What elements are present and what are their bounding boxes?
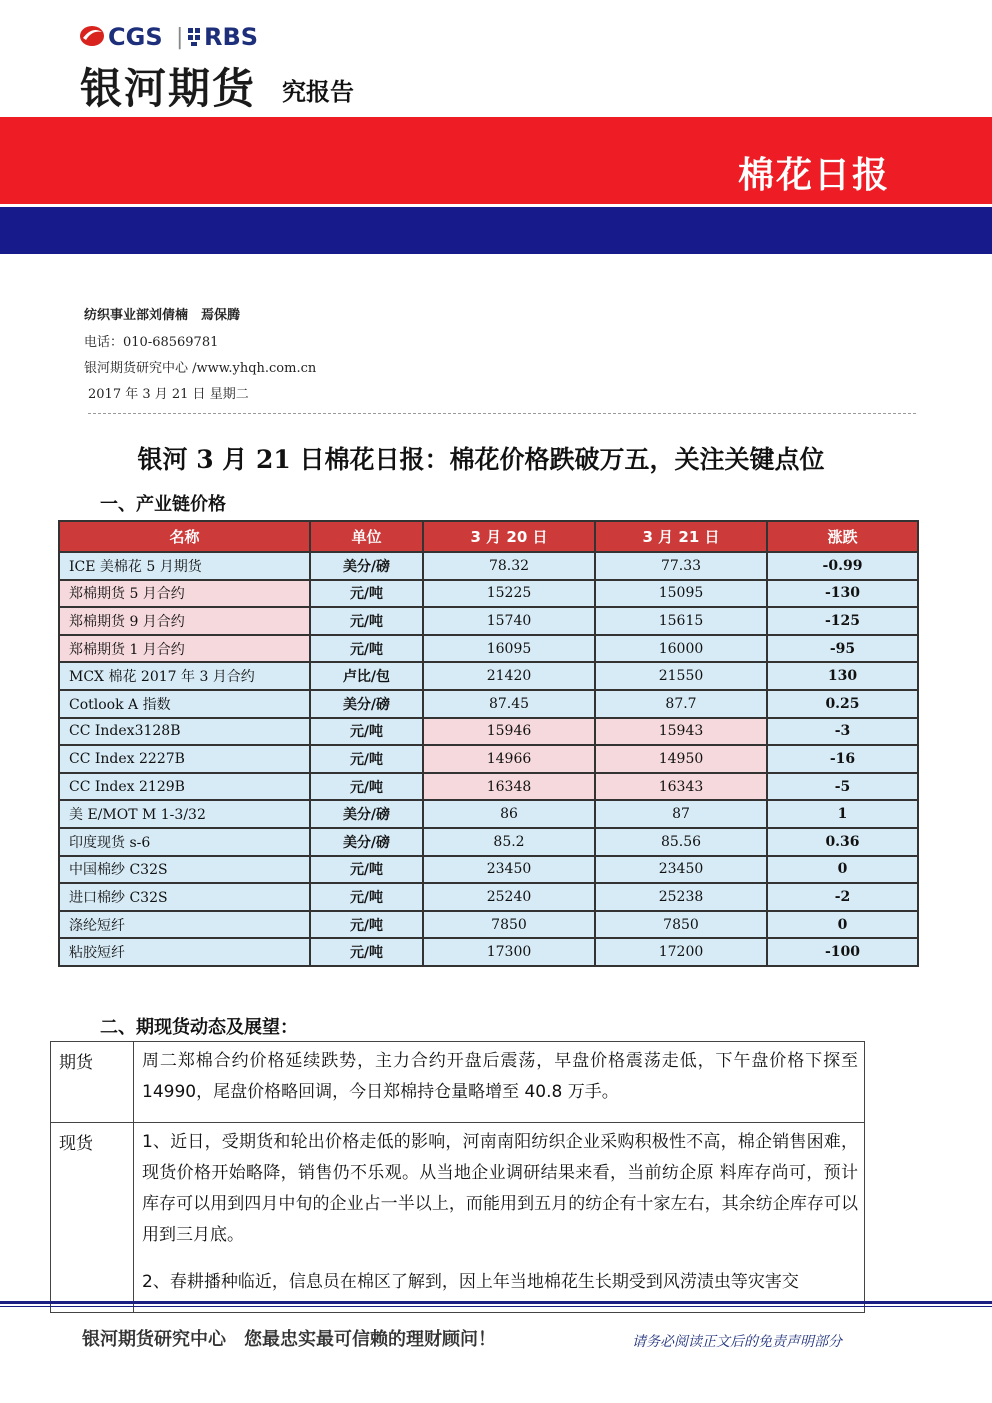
table-row bbox=[59, 690, 918, 718]
cell-mar20: 7850 bbox=[423, 911, 595, 939]
footer-rule bbox=[0, 1301, 992, 1304]
table-row bbox=[59, 580, 918, 608]
cell-mar20: 25240 bbox=[423, 883, 595, 911]
cell-mar21: 16343 bbox=[595, 773, 767, 801]
cell-name: 郑棉期货 9 月合约 bbox=[59, 607, 310, 635]
cell-name: 郑棉期货 1 月合约 bbox=[59, 635, 310, 663]
cell-change: -100 bbox=[767, 938, 918, 966]
cell-name: CC Index3128B bbox=[59, 718, 310, 746]
col-header-name: 名称 bbox=[59, 521, 310, 552]
spot-label: 现货 bbox=[51, 1123, 134, 1313]
dashed-divider bbox=[88, 413, 916, 414]
cell-unit: 美分/磅 bbox=[310, 800, 423, 828]
cell-change: -130 bbox=[767, 580, 918, 608]
footer-disclaimer-note: 请务必阅读正文后的免责声明部分 bbox=[632, 1334, 842, 1350]
logo-separator: | bbox=[176, 25, 184, 50]
section-heading-outlook: 二、期现货动态及展望： bbox=[100, 1017, 298, 1038]
author-line: 纺织事业部刘倩楠 焉保腾 bbox=[84, 308, 241, 323]
cell-name: 进口棉纱 C32S bbox=[59, 883, 310, 911]
cell-name: 粘胶短纤 bbox=[59, 938, 310, 966]
cell-mar20: 21420 bbox=[423, 662, 595, 690]
table-row bbox=[59, 635, 918, 663]
cell-mar21: 17200 bbox=[595, 938, 767, 966]
cell-change: 0 bbox=[767, 856, 918, 884]
spot-paragraph-1: 1、近日，受期货和轮出价格走低的影响，河南南阳纺织企业采购积极性不高，棉企销售困难，现货价格开始略降，销售仍不乐观。从当地企业调研结果来看，当前纺企原 料库存尚可，预计库存可以用到四月中旬的企业占一半以上，而能用到五月的纺企有十家左右，其余纺企库存可以用到三月底。 bbox=[142, 1132, 858, 1245]
cell-name: CC Index 2129B bbox=[59, 773, 310, 801]
cell-change: 1 bbox=[767, 800, 918, 828]
cell-change: 130 bbox=[767, 662, 918, 690]
col-header-mar20: 3 月 20 日 bbox=[423, 521, 595, 552]
cell-mar21: 87.7 bbox=[595, 690, 767, 718]
table-row bbox=[59, 883, 918, 911]
cell-name: ICE 美棉花 5 月期货 bbox=[59, 552, 310, 580]
report-type: 究报告 bbox=[282, 78, 354, 106]
report-title: 银河 3 月 21 日棉花日报：棉花价格跌破万五，关注关键点位 bbox=[137, 445, 825, 474]
footer-rule-thin bbox=[0, 1306, 992, 1307]
cell-mar20: 78.32 bbox=[423, 552, 595, 580]
table-row bbox=[59, 745, 918, 773]
band-title: 棉花日报 bbox=[737, 155, 890, 196]
cell-mar20: 15740 bbox=[423, 607, 595, 635]
cell-name: CC Index 2227B bbox=[59, 745, 310, 773]
cell-change: -2 bbox=[767, 883, 918, 911]
table-row bbox=[59, 911, 918, 939]
table-row bbox=[59, 856, 918, 884]
cell-mar20: 15946 bbox=[423, 718, 595, 746]
cell-unit: 元/吨 bbox=[310, 773, 423, 801]
cell-change: 0.25 bbox=[767, 690, 918, 718]
cell-change: -125 bbox=[767, 607, 918, 635]
table-row bbox=[59, 828, 918, 856]
spot-text bbox=[134, 1123, 865, 1313]
cell-mar21: 25238 bbox=[595, 883, 767, 911]
cell-name: MCX 棉花 2017 年 3 月合约 bbox=[59, 662, 310, 690]
cell-mar21: 87 bbox=[595, 800, 767, 828]
cell-name: 中国棉纱 C32S bbox=[59, 856, 310, 884]
footer-slogan: 银河期货研究中心 您最忠实最可信赖的理财顾问！ bbox=[82, 1329, 496, 1350]
table-row bbox=[59, 938, 918, 966]
cell-unit: 卢比/包 bbox=[310, 662, 423, 690]
table-row bbox=[59, 800, 918, 828]
cell-mar21: 15095 bbox=[595, 580, 767, 608]
cell-unit: 元/吨 bbox=[310, 635, 423, 663]
cell-mar21: 14950 bbox=[595, 745, 767, 773]
cell-mar21: 15943 bbox=[595, 718, 767, 746]
table-row bbox=[59, 718, 918, 746]
cell-mar21: 16000 bbox=[595, 635, 767, 663]
cell-unit: 元/吨 bbox=[310, 718, 423, 746]
cell-unit: 元/吨 bbox=[310, 607, 423, 635]
cell-unit: 元/吨 bbox=[310, 883, 423, 911]
cell-name: 印度现货 s-6 bbox=[59, 828, 310, 856]
cell-mar20: 15225 bbox=[423, 580, 595, 608]
research-center-link[interactable]: 银河期货研究中心 /www.yhqh.com.cn bbox=[84, 361, 317, 376]
price-table bbox=[58, 520, 919, 967]
table-row bbox=[59, 773, 918, 801]
futures-text bbox=[134, 1042, 865, 1123]
cell-mar20: 23450 bbox=[423, 856, 595, 884]
outlook-row-futures bbox=[51, 1042, 865, 1123]
cell-mar20: 16348 bbox=[423, 773, 595, 801]
cell-change: -0.99 bbox=[767, 552, 918, 580]
cell-name: 郑棉期货 5 月合约 bbox=[59, 580, 310, 608]
phone-line: 电话：010-68569781 bbox=[84, 335, 219, 350]
section-heading-prices: 一、产业链价格 bbox=[100, 494, 226, 515]
cell-mar20: 14966 bbox=[423, 745, 595, 773]
cell-change: 0.36 bbox=[767, 828, 918, 856]
cell-change: -95 bbox=[767, 635, 918, 663]
cell-unit: 元/吨 bbox=[310, 911, 423, 939]
spot-paragraph-2: 2、春耕播种临近，信息员在棉区了解到，因上年当地棉花生长期受到风涝渍虫等灾害交 bbox=[142, 1272, 799, 1292]
outlook-row-spot bbox=[51, 1123, 865, 1313]
cell-unit: 元/吨 bbox=[310, 856, 423, 884]
cell-mar20: 87.45 bbox=[423, 690, 595, 718]
table-row bbox=[59, 552, 918, 580]
futures-label: 期货 bbox=[51, 1042, 134, 1123]
col-header-change: 涨跌 bbox=[767, 521, 918, 552]
cell-mar20: 17300 bbox=[423, 938, 595, 966]
cell-unit: 美分/磅 bbox=[310, 828, 423, 856]
table-header-row bbox=[59, 521, 918, 552]
cell-unit: 元/吨 bbox=[310, 580, 423, 608]
cell-mar21: 15615 bbox=[595, 607, 767, 635]
col-header-unit: 单位 bbox=[310, 521, 423, 552]
cell-mar21: 7850 bbox=[595, 911, 767, 939]
table-row bbox=[59, 607, 918, 635]
cell-mar21: 77.33 bbox=[595, 552, 767, 580]
cell-name: Cotlook A 指数 bbox=[59, 690, 310, 718]
cell-mar21: 85.56 bbox=[595, 828, 767, 856]
cell-unit: 美分/磅 bbox=[310, 552, 423, 580]
company-logo bbox=[78, 20, 278, 52]
date-line: 2017 年 3 月 21 日 星期二 bbox=[88, 387, 249, 402]
cell-mar20: 86 bbox=[423, 800, 595, 828]
table-row bbox=[59, 662, 918, 690]
cell-mar20: 16095 bbox=[423, 635, 595, 663]
cell-change: 0 bbox=[767, 911, 918, 939]
navy-band bbox=[0, 207, 992, 254]
cell-name: 涤纶短纤 bbox=[59, 911, 310, 939]
logo-cgs: CGS bbox=[108, 23, 163, 51]
futures-paragraph: 周二郑棉合约价格延续跌势，主力合约开盘后震荡，早盘价格震荡走低，下午盘价格下探至 14990，尾盘价格略回调，今日郑棉持仓量略增至 40.8 万手。 bbox=[142, 1051, 858, 1102]
outlook-table bbox=[50, 1041, 865, 1313]
cell-unit: 美分/磅 bbox=[310, 690, 423, 718]
cell-change: -5 bbox=[767, 773, 918, 801]
cell-name: 美 E/MOT M 1-3/32 bbox=[59, 800, 310, 828]
col-header-mar21: 3 月 21 日 bbox=[595, 521, 767, 552]
brand-name: 银河期货 bbox=[80, 64, 257, 113]
cell-mar21: 21550 bbox=[595, 662, 767, 690]
cell-unit: 元/吨 bbox=[310, 938, 423, 966]
cell-change: -3 bbox=[767, 718, 918, 746]
cell-mar21: 23450 bbox=[595, 856, 767, 884]
cell-mar20: 85.2 bbox=[423, 828, 595, 856]
cell-change: -16 bbox=[767, 745, 918, 773]
cell-unit: 元/吨 bbox=[310, 745, 423, 773]
logo-rbs: RBS bbox=[204, 23, 259, 51]
